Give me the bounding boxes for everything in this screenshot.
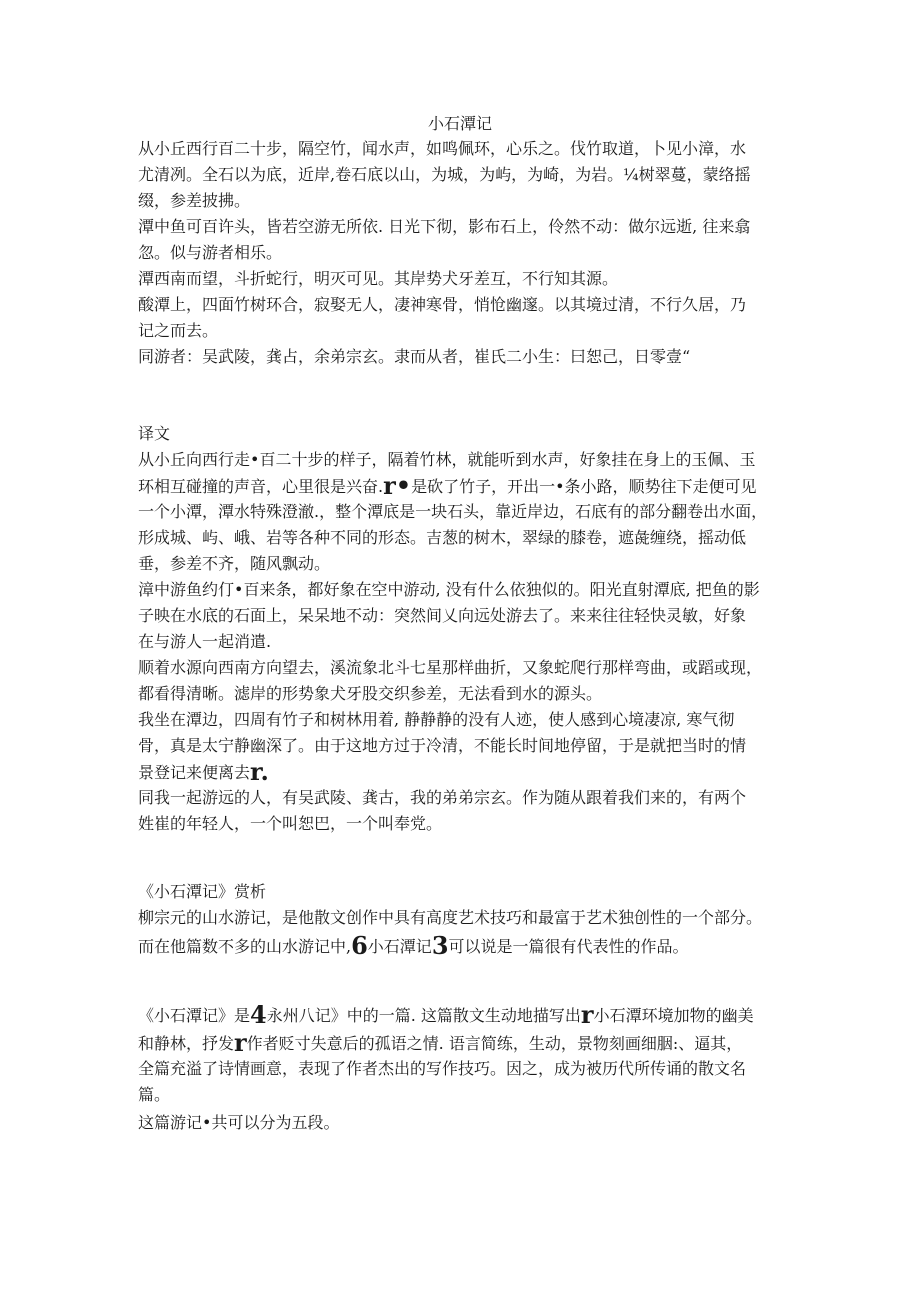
- original-line: 尤清冽。全石以为底，近岸,卷石底以山，为城，为屿，为崎，为岩。¼树翠蔓，蒙络摇: [138, 165, 751, 184]
- original-line: 潭西南而望，斗折蛇行，明灭可见。其岸势犬牙差互，不行知其源。: [138, 269, 619, 288]
- stray-glyph: 4: [250, 1000, 267, 1029]
- appreciation-line-part: 永州八记》中的一篇. 这篇散文生动地描写出: [266, 1006, 581, 1025]
- original-line: 忽。似与游者相乐。: [138, 243, 283, 262]
- appreciation-line: [138, 931, 790, 961]
- appreciation-line: 柳宗元的山水游记，是他散文创作中具有高度艺术技巧和最富于艺术独创性的一个部分。: [138, 908, 763, 927]
- stray-glyph: r: [580, 1000, 594, 1029]
- appreciation-line-part: 而在他篇数不多的山水游记中,: [138, 937, 352, 956]
- translation-line: 在与游人一起消遣.: [138, 632, 272, 651]
- appreciation-line-part: 小石潭记: [367, 937, 432, 956]
- translation-line: 形成城、屿、峨、岩等各种不同的形态。吉葱的树木，翠绿的膝卷，遮彘缠绕，摇动低: [138, 528, 747, 547]
- appreciation-line-part: 作者贬寸失意后的孤语之情. 语言简练，生动，景物刻画细胭:、逼其，: [246, 1034, 743, 1053]
- translation-line: 同我一起游远的人，有吴武陵、龚古，我的弟弟宗玄。作为随从跟着我们来的，有两个: [138, 788, 747, 807]
- stray-glyph: r: [234, 1030, 247, 1056]
- original-line: 从小丘西行百二十步，隔空竹，闻水声，如鸣佩环，心乐之。伐竹取道，卜见小漳，水: [138, 139, 747, 158]
- translation-line: 从小丘向西行走•百二十步的样子，隔着竹林，就能听到水声，好象挂在身上的玉佩、玉: [138, 450, 756, 469]
- document-title: 小石潭记: [427, 114, 492, 133]
- appreciation-line-part: 和静林，抒发: [138, 1034, 235, 1053]
- appreciation-line-part: 《小石潭记》是: [138, 1006, 251, 1025]
- appreciation-line: 全篇充溢了诗情画意，表现了作者杰出的写作技巧。因之，成为被历代所传诵的散文名: [138, 1059, 747, 1078]
- stray-glyph: r•: [383, 473, 412, 499]
- translation-line: 我坐在潭边，四周有竹子和树林用着, 静静静的没有人迹，使人感到心境凄凉, 寒气彻: [138, 710, 735, 729]
- appreciation-para-1: [138, 905, 790, 961]
- translation-line: 一个小潭，潭水特殊澄澈.，整个潭底是一块石头，靠近岸边，石底有的部分翻卷出水面，: [138, 502, 768, 521]
- translation-line-part: 是砍了竹子，开出一•条小路，顺势往下走便可见: [411, 477, 757, 496]
- translation-line: 顺着水源向西南方向望去，溪流象北斗七星那样曲折，又象蛇爬行那样弯曲，或蹈或现，: [138, 658, 763, 677]
- translation-line-part: 环相互碰撞的声音，心里很是兴奋.: [138, 477, 384, 496]
- appreciation-heading: 《小石潭记》赏析: [138, 882, 267, 901]
- translation-line-part: 景登记来便离去: [138, 763, 251, 782]
- original-line: 记之而去。: [138, 321, 219, 340]
- translation-line: 子映在水底的石面上，呆呆地不动：突然间乂向远处游去了。来来往往轻快灵敏，好象: [138, 606, 747, 625]
- translation-line: 姓崔的年轻人，一个叫恕巴，一个叫奉党。: [138, 814, 443, 833]
- appreciation-line: [138, 1030, 790, 1056]
- appreciation-line: 篇。: [138, 1085, 171, 1104]
- stray-glyph: 6: [351, 931, 368, 960]
- translation-line: 漳中游鱼约仃•百来条，都好象在空中游动, 没有什么依独似的。阳光直射潭底, 把鱼的影: [138, 580, 760, 599]
- translation-line: [138, 473, 790, 499]
- stray-glyph: r.: [250, 759, 269, 785]
- translation-line: 骨，真是太宁静幽深了。由于这地方过于冷清，不能长时间地停留，于是就把当时的情: [138, 736, 747, 755]
- original-text: [138, 136, 790, 370]
- translation-line: 都看得清晰。滤岸的形势象犬牙股交织参差，无法看到水的源头。: [138, 684, 603, 703]
- closing-line: 这篇游记•共可以分为五段。: [138, 1113, 340, 1132]
- original-line: 潭中鱼可百许头，皆若空游无所依. 日光下彻，影布石上，伶然不动：做尔远逝, 往来翕: [138, 217, 751, 236]
- translation-heading: 译文: [138, 424, 171, 443]
- appreciation-line-part: 小石潭环境加物的幽美: [593, 1006, 754, 1025]
- appreciation-para-2: [138, 1000, 790, 1108]
- translation-line: 垂，参差不齐，随风飘动。: [138, 554, 331, 573]
- original-line: 同游者：吴武陵，龚占，余弟宗玄。隶而从者，崔氏二小生：曰恕己，日零壹“: [138, 347, 691, 366]
- original-line: 酸潭上，四面竹树环合，寂娶无人，凄神寒骨，悄怆幽邃。以其境过清，不行久居，乃: [138, 295, 747, 314]
- translation-text: [138, 447, 790, 837]
- translation-line: [138, 759, 790, 785]
- appreciation-line: [138, 1000, 790, 1030]
- appreciation-line-part: 可以说是一篇很有代表性的作品。: [448, 937, 689, 956]
- original-line: 缀，参差披拂。: [138, 191, 251, 210]
- stray-glyph: 3: [431, 931, 449, 960]
